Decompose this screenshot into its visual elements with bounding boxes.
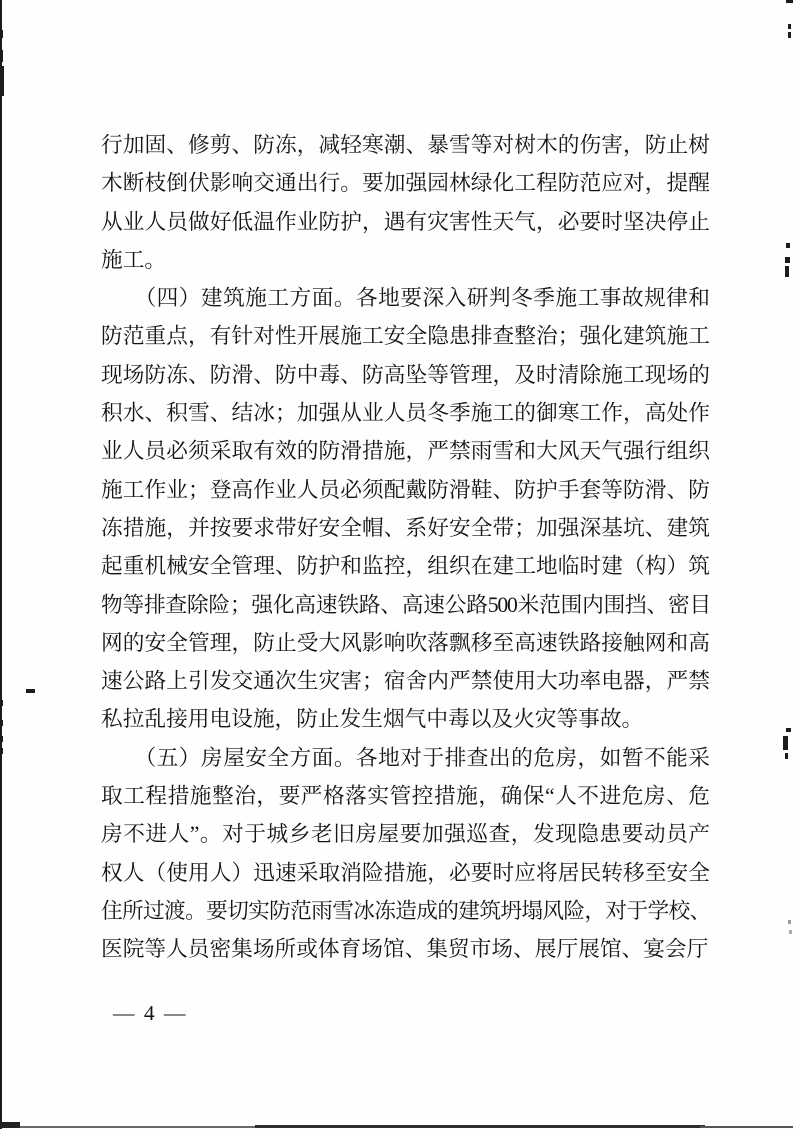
- scan-speck: [783, 736, 788, 750]
- text-line: 网的安全管理，防止受大风影响吹落飘移至高速铁路接触网和高: [101, 630, 710, 655]
- text-line: 从业人员做好低温作业防护，遇有灾害性天气，必要时坚决停止: [101, 209, 710, 234]
- scan-speck: [789, 930, 792, 934]
- text-line: 行加固、修剪、防冻，减轻寒潮、暴雪等对树木的伤害，防止树: [101, 133, 710, 157]
- scan-left-notch: [0, 736, 3, 742]
- text-line: 木断枝倒伏影响交通出行。要加强园林绿化工程防范应对，提醒: [101, 171, 710, 196]
- text-line: 房不进人”。对于城乡老旧房屋要加强巡查，发现隐患要动员产: [101, 822, 710, 847]
- scan-left-notch: [0, 50, 3, 62]
- text-line: 医院等人员密集场所或体育场馆、集贸市场、展厅展馆、宴会厅: [101, 937, 709, 962]
- scan-bottom-edge-line-right: [700, 1126, 793, 1128]
- scan-speck: [786, 728, 791, 732]
- scan-dash-mark: [26, 689, 35, 693]
- text-line: 起重机械安全管理、防护和监控，组织在建工地临时建（构）筑: [101, 554, 710, 579]
- text-line: 业人员必须采取有效的防滑措施，严禁雨雪和大风天气强行组织: [101, 439, 710, 464]
- scan-left-notch: [0, 720, 3, 726]
- text-line: 取工程措施整治，要严格落实管控措施，确保“人不进危房、危: [101, 784, 710, 809]
- scan-speck: [788, 24, 791, 29]
- text-line: 私拉乱接用电设施，防止发生烟气中毒以及火灾等事故。: [101, 707, 644, 732]
- scan-speck: [788, 32, 791, 38]
- text-line: 权人（使用人）迅速采取消险措施，必要时应将居民转移至安全: [101, 860, 710, 885]
- scan-speck: [785, 753, 788, 759]
- text-line: （五）房屋安全方面。各地对于排查出的危房，如暂不能采: [101, 745, 710, 770]
- text-line: 防范重点，有针对性开展施工安全隐患排查整治；强化建筑施工: [101, 324, 710, 349]
- text-line: 速公路上引发交通次生灾害；宿舍内严禁使用大功率电器，严禁: [101, 669, 710, 694]
- text-line: 施工作业；登高作业人员必须配戴防滑鞋、防护手套等防滑、防: [101, 477, 710, 502]
- scan-left-edge-line: [0, 0, 2, 1129]
- scan-speck: [0, 1122, 20, 1128]
- text-line: 冻措施，并按要求带好安全帽、系好安全带；加强深基坑、建筑: [101, 515, 710, 540]
- text-line: 积水、积雪、结冰；加强从业人员冬季施工的御寒工作，高处作: [101, 401, 710, 426]
- scan-left-notch: [0, 66, 4, 96]
- text-line: 住所过渡。要切实防范雨雪冰冻造成的建筑坍塌风险，对于学校、: [101, 898, 710, 923]
- scan-bottom-edge-line-dark: [255, 1125, 705, 1128]
- scan-left-notch: [0, 748, 3, 754]
- text-line: 施工。: [101, 247, 167, 272]
- scan-speck: [786, 243, 790, 248]
- scan-speck: [786, 0, 793, 3]
- text-line: 现场防冻、防滑、防中毒、防高坠等管理，及时清除施工现场的: [101, 362, 710, 387]
- scan-left-notch: [0, 30, 3, 38]
- scan-speck: [788, 920, 791, 924]
- document-body: [101, 126, 710, 969]
- scan-left-notch: [0, 700, 3, 706]
- page-number: — 4 —: [113, 1001, 188, 1025]
- scan-speck: [785, 266, 789, 277]
- text-line: 物等排查除险；强化高速铁路、高速公路500米范围内围挡、密目: [101, 592, 710, 617]
- text-line: （四）建筑施工方面。各地要深入研判冬季施工事故规律和: [101, 286, 710, 311]
- scan-speck: [785, 257, 790, 263]
